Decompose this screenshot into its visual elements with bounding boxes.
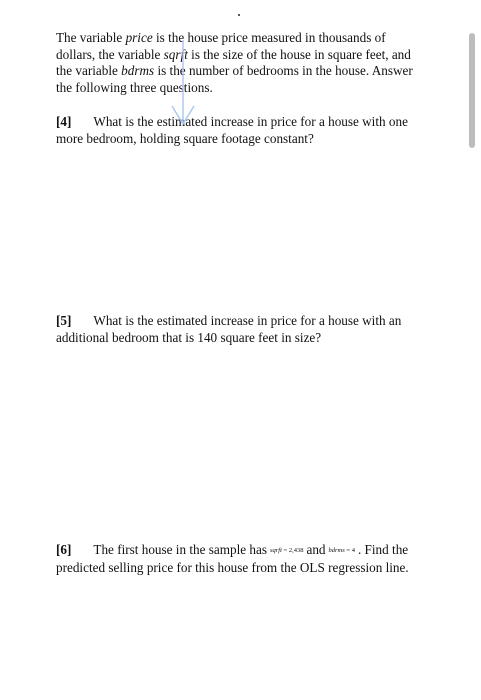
- intro-text: is the size of the house in square feet, and the variable: [56, 46, 411, 78]
- question-5: [56, 313, 428, 346]
- question-4: [56, 114, 428, 147]
- eq-value: = 2,438: [283, 547, 304, 554]
- question-text: What is the estimated increase in price for a house with an additional bedroom that is 140 square feet in size?: [56, 313, 402, 345]
- question-number: [5]: [56, 313, 72, 328]
- intro-text: is the number of bedrooms in the house. Answer the following three questions.: [56, 63, 413, 95]
- eq-value: = 4: [346, 547, 355, 554]
- question-number: [4]: [56, 114, 72, 129]
- cursor-arrow-icon: [168, 40, 198, 128]
- question-text: The first house in the sample has: [93, 542, 267, 557]
- question-number: [6]: [56, 542, 72, 557]
- question-text: and: [306, 542, 326, 557]
- question-text: . Find the predicted selling price for this house from the OLS regression line.: [56, 542, 409, 575]
- intro-text: is the house price measured in thousands of dollars, the variable: [56, 30, 386, 62]
- inline-equation-sqrft: [270, 547, 303, 554]
- inline-equation-bdrms: [329, 547, 355, 554]
- eq-var: sqrft: [270, 547, 282, 554]
- page-dot: [238, 14, 240, 16]
- var-sqrft: sqrft: [163, 46, 188, 62]
- intro-paragraph: [56, 30, 428, 96]
- question-6: [56, 542, 428, 576]
- eq-var: bdrms: [328, 547, 345, 554]
- intro-text: The variable: [56, 30, 126, 45]
- question-text: What is the estimated increase in price for a house with one more bedroom, holding square footage constant?: [56, 114, 408, 146]
- var-bdrms: bdrms: [121, 63, 155, 78]
- scrollbar-thumb[interactable]: [469, 33, 475, 148]
- var-price: price: [125, 30, 153, 45]
